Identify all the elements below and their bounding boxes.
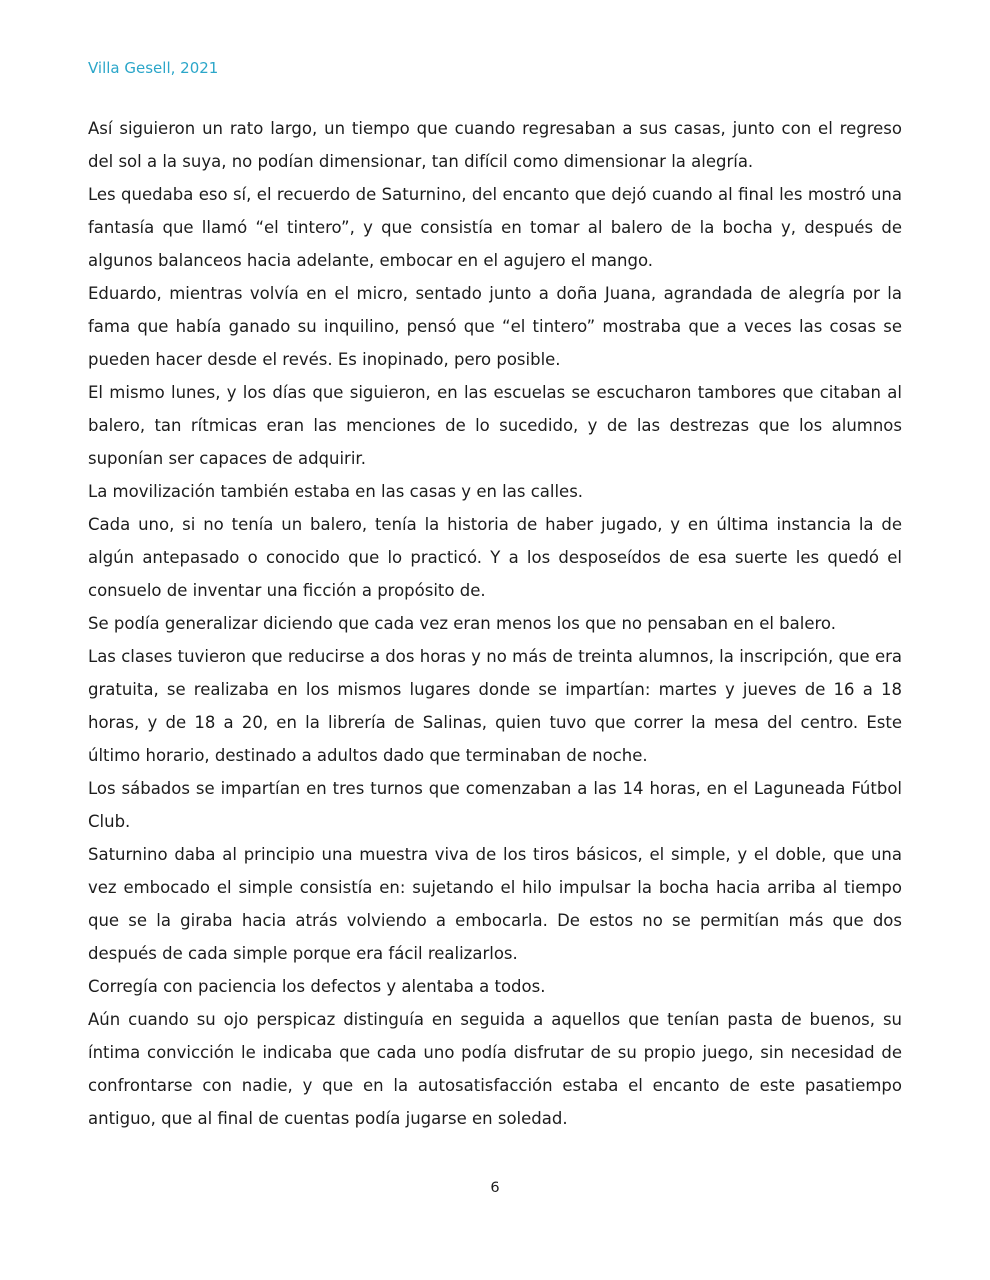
paragraph: Las clases tuvieron que reducirse a dos horas y no más de treinta alumnos, la inscripción, que era gratuita, se realizaba en los mismos lugares donde se impartían: martes y jueves de 16 a 18 horas, y de 18 a 20, en la librería de Salinas, quien tuvo que correr la mesa del centro. Este último horario, destinado a adultos dado que terminaban de noche. bbox=[88, 647, 902, 765]
paragraph: Corregía con paciencia los defectos y alentaba a todos. bbox=[88, 977, 546, 996]
document-header bbox=[88, 59, 902, 78]
header-title: Villa Gesell, 2021 bbox=[88, 59, 219, 77]
paragraph: Los sábados se impartían en tres turnos que comenzaban a las 14 horas, en el Laguneada Fútbol Club. bbox=[88, 779, 902, 831]
paragraph: Se podía generalizar diciendo que cada vez eran menos los que no pensaban en el balero. bbox=[88, 614, 836, 633]
page-footer bbox=[0, 1180, 990, 1196]
page-number: 6 bbox=[490, 1180, 500, 1196]
paragraph: Les quedaba eso sí, el recuerdo de Saturnino, del encanto que dejó cuando al final les mostró una fantasía que llamó “el tintero”, y que consistía en tomar al balero de la bocha y, después de algunos balanceos hacia adelante, embocar en el agujero el mango. bbox=[88, 185, 902, 270]
document-body bbox=[88, 112, 902, 1135]
paragraph: Aún cuando su ojo perspicaz distinguía en seguida a aquellos que tenían pasta de buenos, su íntima convicción le indicaba que cada uno podía disfrutar de su propio juego, sin necesidad de confrontarse con nadie, y que en la autosatisfacción estaba el encanto de este pasatiempo antiguo, que al final de cuentas podía jugarse en soledad. bbox=[88, 1010, 902, 1128]
paragraph: Cada uno, si no tenía un balero, tenía la historia de haber jugado, y en última instancia la de algún antepasado o conocido que lo practicó. Y a los desposeídos de esa suerte les quedó el consuelo de inventar una ficción a propósito de. bbox=[88, 515, 902, 600]
paragraph: Así siguieron un rato largo, un tiempo que cuando regresaban a sus casas, junto con el regreso del sol a la suya, no podían dimensionar, tan difícil como dimensionar la alegría. bbox=[88, 119, 902, 171]
paragraph: Eduardo, mientras volvía en el micro, sentado junto a doña Juana, agrandada de alegría por la fama que había ganado su inquilino, pensó que “el tintero” mostraba que a veces las cosas se pueden hacer desde el revés. Es inopinado, pero posible. bbox=[88, 284, 902, 369]
paragraph: El mismo lunes, y los días que siguieron, en las escuelas se escucharon tambores que citaban al balero, tan rítmicas eran las menciones de lo sucedido, y de las destrezas que los alumnos suponían ser capaces de adquirir. bbox=[88, 383, 902, 468]
paragraph: Saturnino daba al principio una muestra viva de los tiros básicos, el simple, y el doble, que una vez embocado el simple consistía en: sujetando el hilo impulsar la bocha hacia arriba al tiempo que se la giraba hacia atrás volviendo a embocarla. De estos no se permitían más que dos después de cada simple porque era fácil realizarlos. bbox=[88, 845, 902, 963]
paragraph: La movilización también estaba en las casas y en las calles. bbox=[88, 482, 584, 501]
